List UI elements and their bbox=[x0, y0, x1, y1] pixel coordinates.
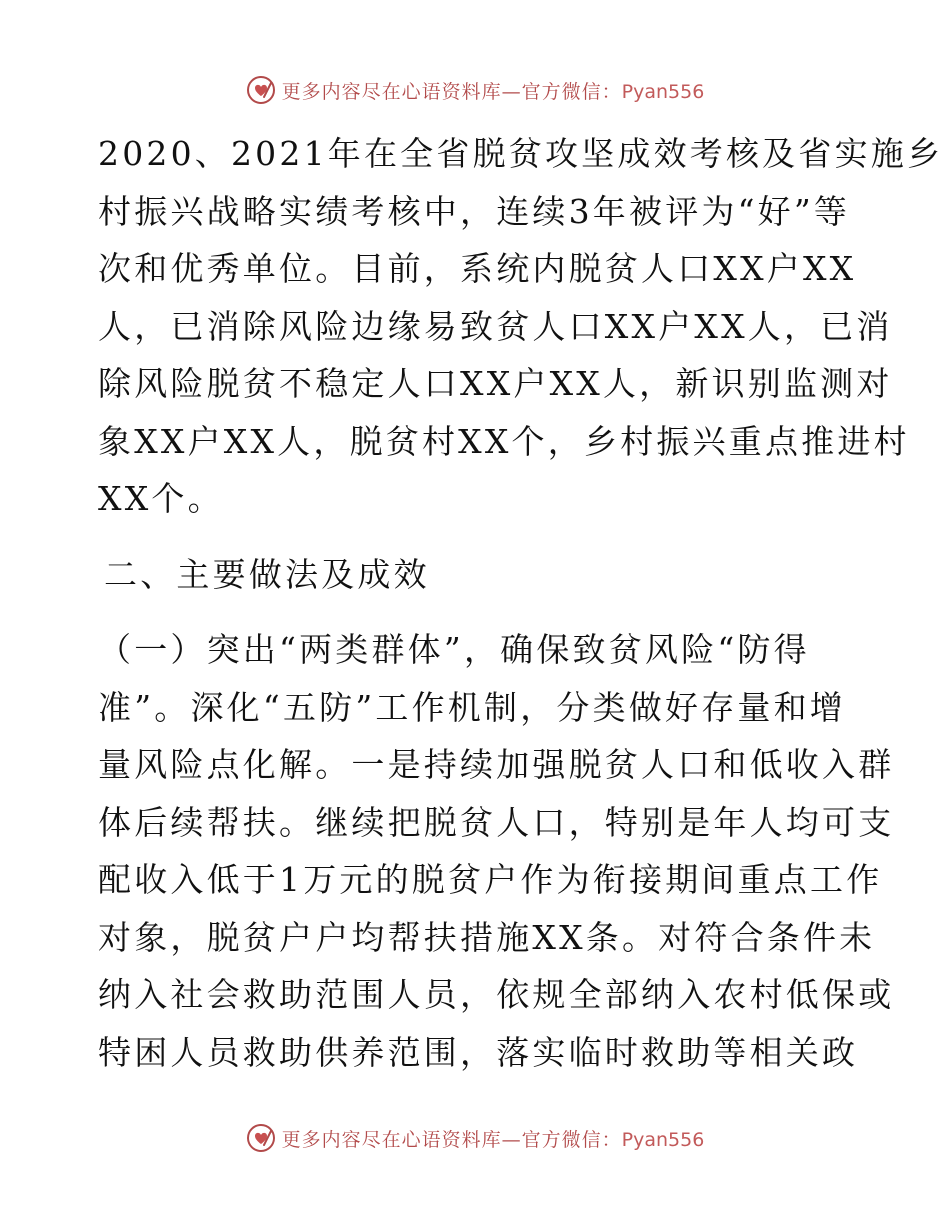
footer-wechat-id: Pyan556 bbox=[621, 1128, 705, 1151]
body-line: 象XX户XX人，脱贫村XX个，乡村振兴重点推进村 bbox=[98, 421, 910, 461]
body-line: 特困人员救助供养范围，落实临时救助等相关政 bbox=[98, 1032, 859, 1072]
body-line: XX个。 bbox=[98, 479, 224, 518]
body-line: 体后续帮扶。继续把脱贫人口，特别是年人均可支 bbox=[98, 802, 895, 842]
body-line: 准”。深化“五防”工作机制，分类做好存量和增 bbox=[98, 687, 847, 727]
header-watermark-text: 更多内容尽在心语资料库—官方微信：Pyan556 bbox=[281, 80, 705, 103]
footer-watermark-text: 更多内容尽在心语资料库—官方微信：Pyan556 bbox=[281, 1128, 705, 1151]
body-line: （一）突出“两类群体”，确保致贫风险“防得 bbox=[98, 630, 810, 669]
body-line: 村振兴战略实绩考核中，连续3年被评为“好”等 bbox=[98, 191, 851, 231]
body-line: 量风险点化解。一是持续加强脱贫人口和低收入群 bbox=[98, 745, 895, 784]
body-line: 人，已消除风险边缘易致贫人口XX户XX人，已消 bbox=[98, 306, 893, 346]
body-line: 纳入社会救助范围人员，依规全部纳入农村低保或 bbox=[98, 975, 895, 1014]
body-line: 配收入低于1万元的脱贫户作为衔接期间重点工作 bbox=[98, 860, 883, 899]
heart-pen-logo-icon bbox=[246, 75, 276, 105]
heart-pen-logo-icon bbox=[246, 1123, 276, 1153]
footer-watermark-banner bbox=[0, 1118, 950, 1158]
header-watermark-banner bbox=[0, 70, 950, 110]
document-body bbox=[98, 125, 944, 1081]
body-line: 2020、2021年在全省脱贫攻坚成效考核及省实施乡 bbox=[98, 134, 944, 173]
body-line: 除风险脱贫不稳定人口XX户XX人，新识别监测对 bbox=[98, 364, 893, 403]
section-heading: 二、主要做法及成效 bbox=[104, 554, 430, 594]
body-line: 次和优秀单位。目前，系统内脱贫人口XX户XX bbox=[98, 249, 857, 288]
header-wechat-id: Pyan556 bbox=[621, 80, 705, 103]
body-line: 对象，脱贫户户均帮扶措施XX条。对符合条件未 bbox=[98, 917, 876, 957]
